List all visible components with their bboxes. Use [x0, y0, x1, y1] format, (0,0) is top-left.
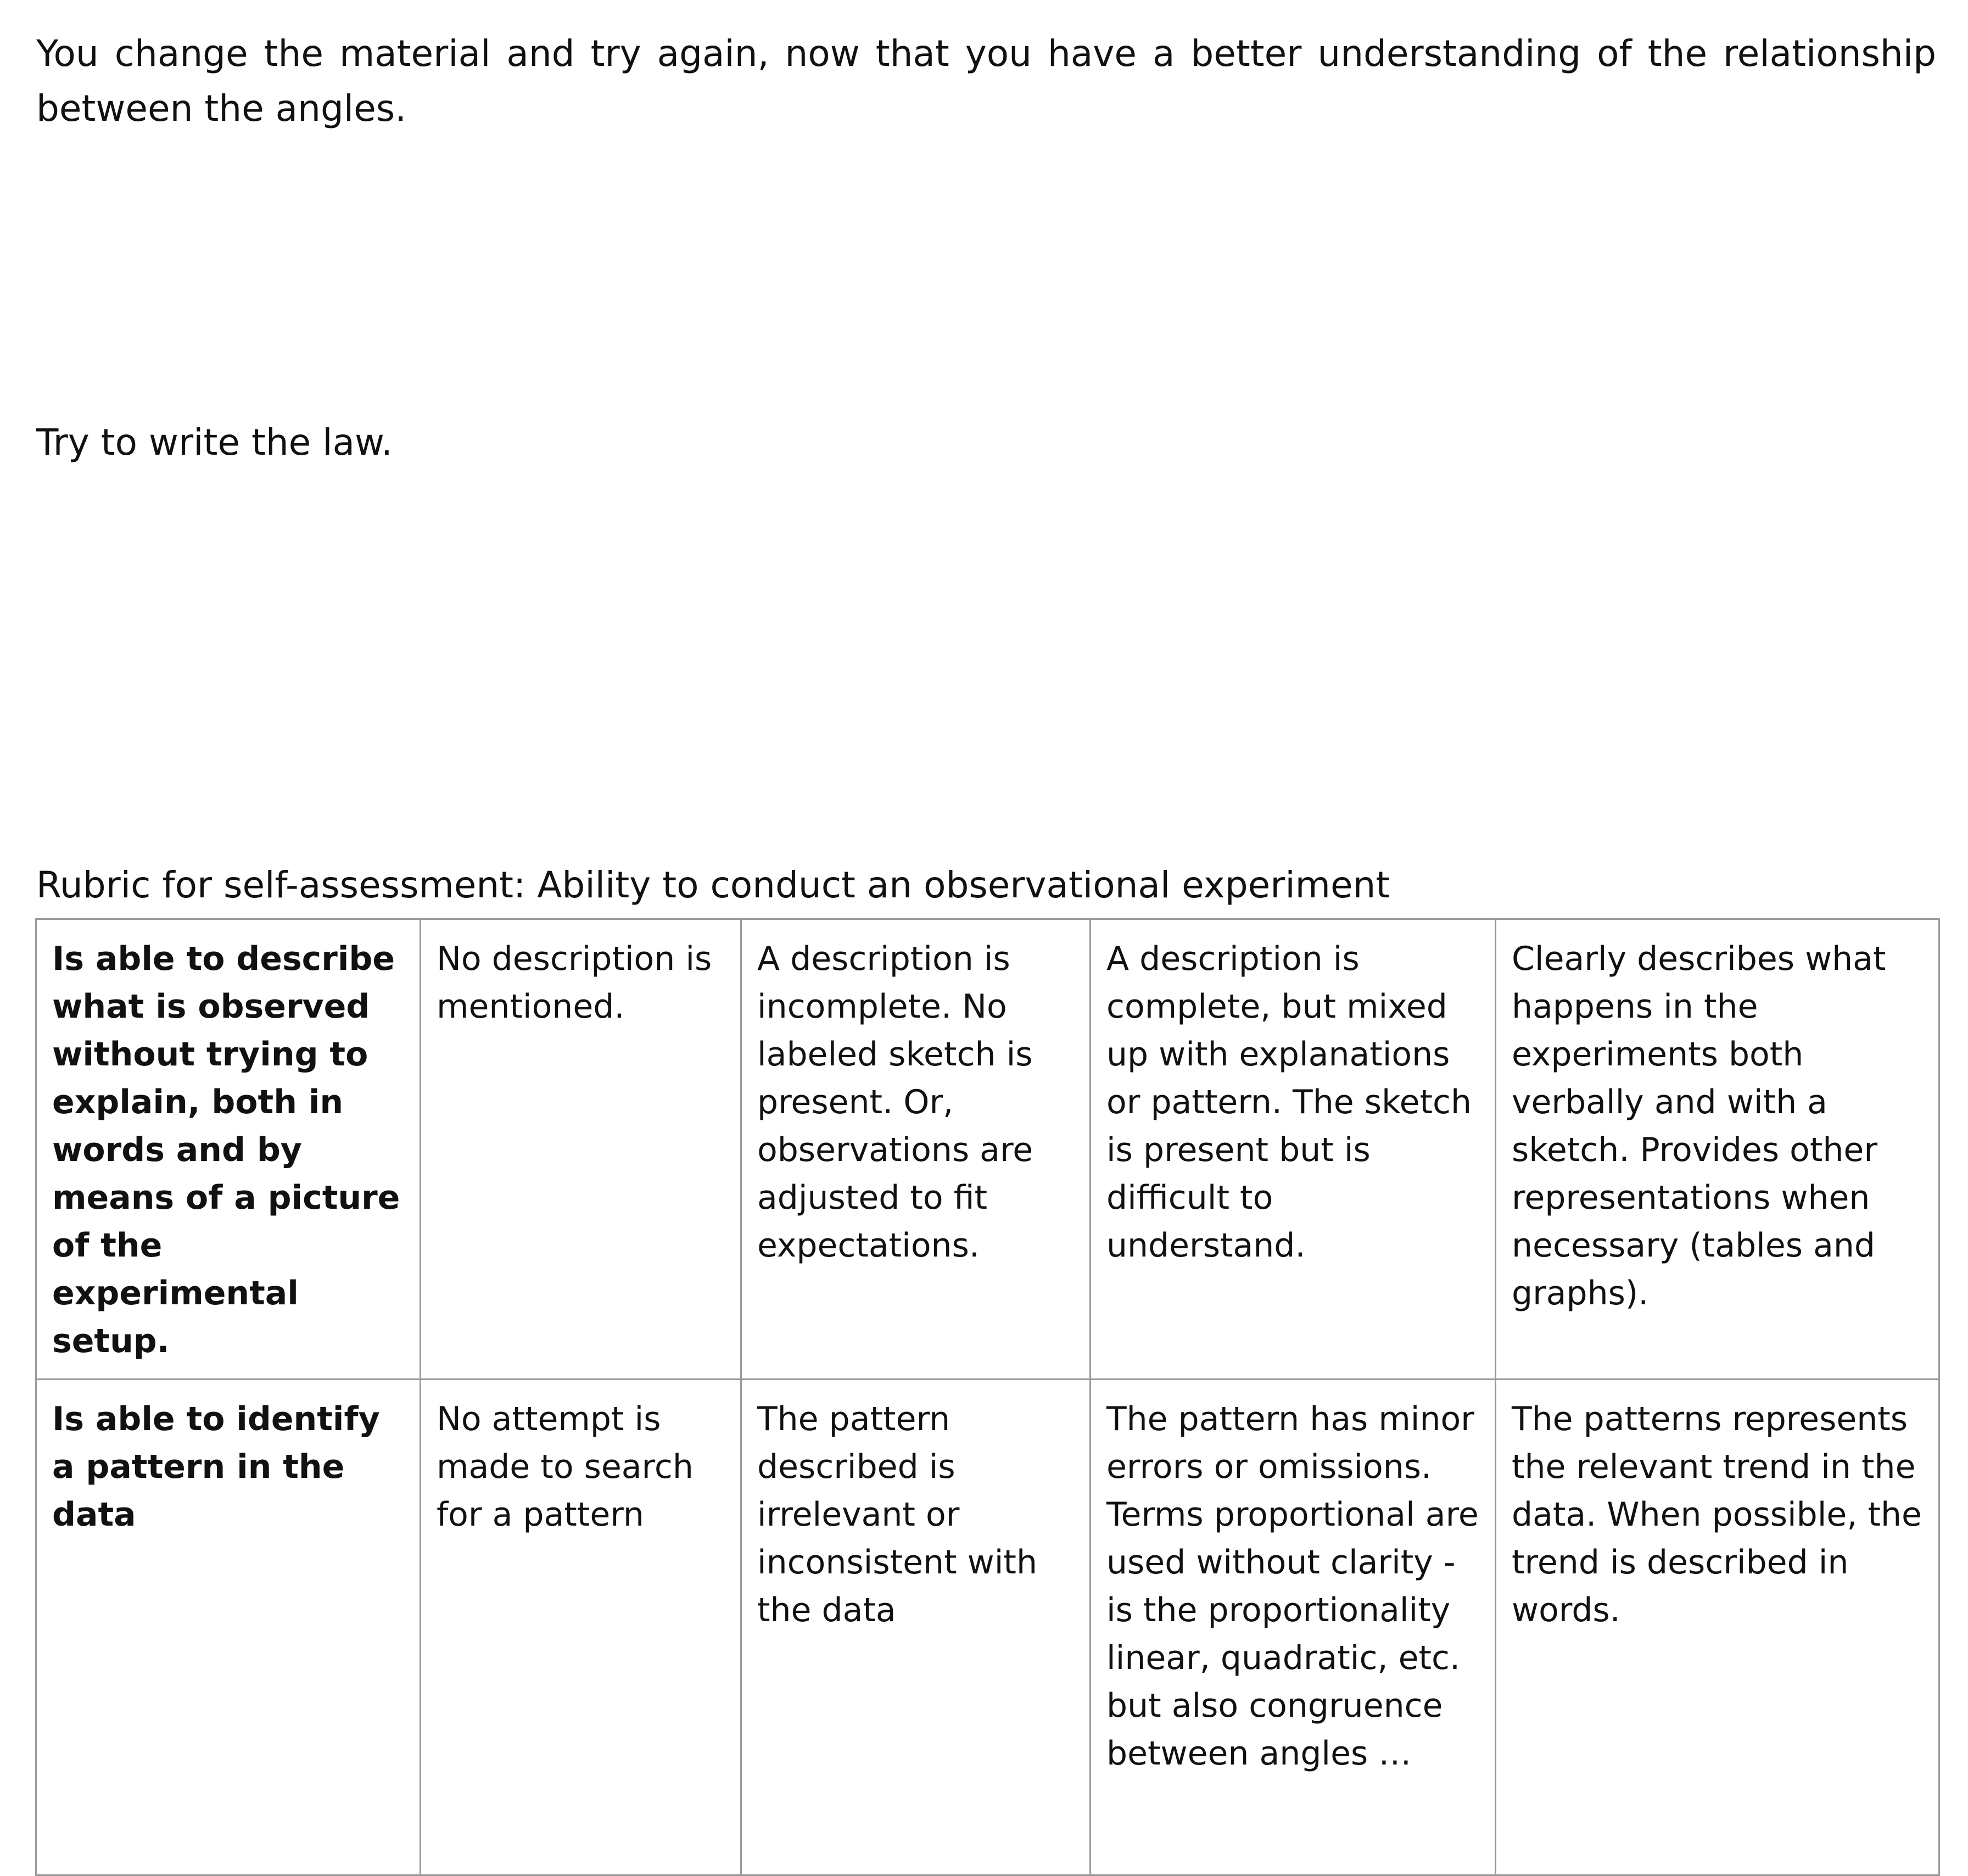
level-cell-2: The pattern has minor errors or omissions. Terms proportional are used without clarity - is the proportionality linear, quadratic, etc. but also congruence between angles … [1091, 1380, 1496, 1875]
intro-paragraph: You change the material and try again, now that you have a better understanding of the relationship between the angles. [36, 32, 1936, 130]
rubric-row-describe [36, 919, 1939, 1380]
criterion-cell: Is able to identify a pattern in the data [36, 1380, 421, 1875]
level-cell-0: No description is mentioned. [421, 919, 741, 1380]
law-prompt: Try to write the law. [36, 421, 393, 464]
level-cell-0: No attempt is made to search for a pattern [421, 1380, 741, 1875]
level-cell-1: A description is incomplete. No labeled sketch is present. Or, observations are adjusted to fit expectations. [741, 919, 1091, 1380]
level-cell-2: A description is complete, but mixed up with explanations or pattern. The sketch is present but is difficult to understand. [1091, 919, 1496, 1380]
level-cell-1: The pattern described is irrelevant or inconsistent with the data [741, 1380, 1091, 1875]
rubric-title: Rubric for self-assessment: Ability to conduct an observational experiment [36, 864, 1390, 906]
level-cell-3: Clearly describes what happens in the experiments both verbally and with a sketch. Provides other representations when necessary (tables and graphs). [1496, 919, 1939, 1380]
level-cell-3: The patterns represents the relevant trend in the data. When possible, the trend is described in words. [1496, 1380, 1939, 1875]
criterion-cell: Is able to describe what is observed without trying to explain, both in words and by means of a picture of the experimental setup. [36, 919, 421, 1380]
rubric-table [35, 918, 1940, 1876]
rubric-row-pattern [36, 1380, 1939, 1875]
